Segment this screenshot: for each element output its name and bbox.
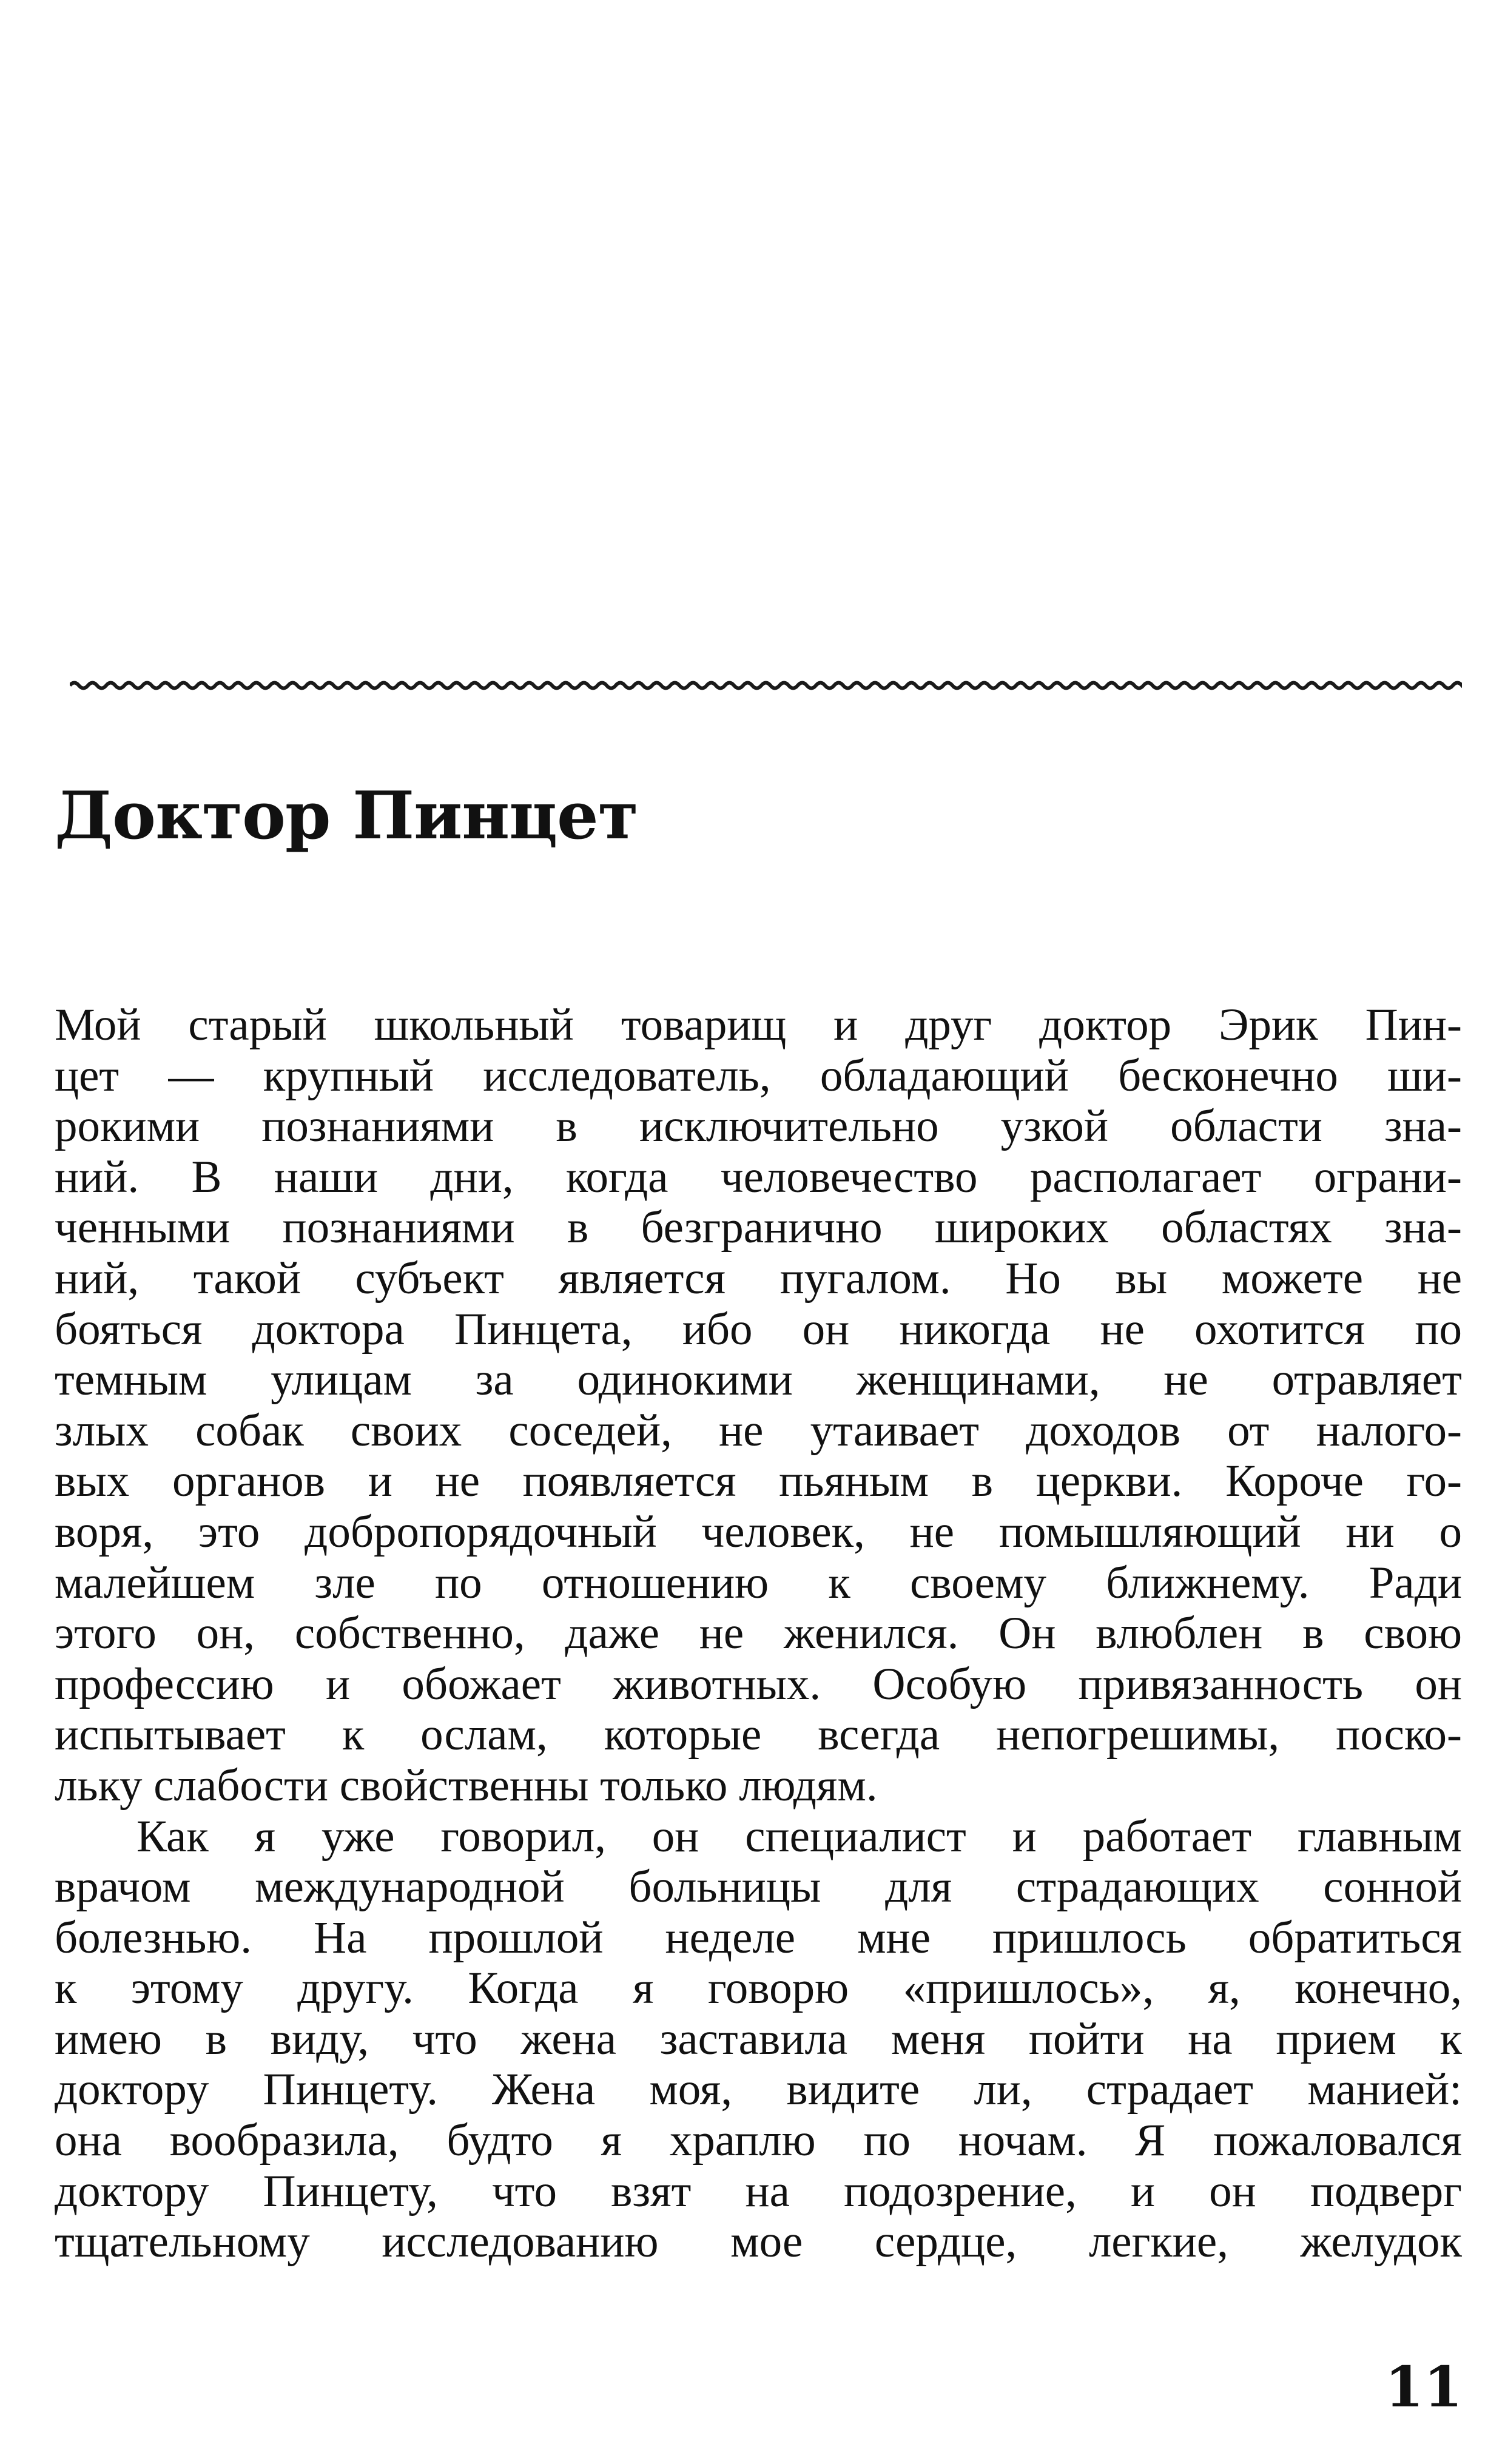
text-line: к этому другу. Когда я говорю «пришлось», я, конечно, [55, 1963, 1462, 2014]
chapter-body [55, 1000, 1462, 2267]
text-line: ченными познаниями в безгранично широких областях зна- [55, 1202, 1462, 1253]
text-line: имею в виду, что жена заставила меня пойти на прием к [55, 2013, 1462, 2064]
text-line: доктору Пинцету, что взят на подозрение, и он подверг [55, 2166, 1462, 2217]
decorative-wavy-rule [70, 673, 1462, 698]
text-line: врачом международной больницы для страдающих сонной [55, 1862, 1462, 1913]
text-line: злых собак своих соседей, не утаивает доходов от налого- [55, 1405, 1462, 1456]
text-line: она вообразила, будто я храплю по ночам. Я пожаловался [55, 2115, 1462, 2166]
page-number: 11 [1384, 2354, 1463, 2420]
text-line: малейшем зле по отношению к своему ближнему. Ради [55, 1557, 1462, 1608]
text-line: этого он, собственно, даже не женился. Он влюблен в свою [55, 1608, 1462, 1659]
text-line: испытывает к ослам, которые всегда непогрешимы, поско- [55, 1709, 1462, 1760]
text-line: тщательному исследованию мое сердце, легкие, желудок [55, 2217, 1462, 2267]
text-line: ний. В наши дни, когда человечество располагает ограни- [55, 1151, 1462, 1202]
chapter-title: Доктор Пинцет [55, 778, 638, 854]
text-line: доктору Пинцету. Жена моя, видите ли, страдает манией: [55, 2064, 1462, 2115]
text-line: воря, это добропорядочный человек, не помышляющий ни о [55, 1506, 1462, 1557]
text-line: рокими познаниями в исключительно узкой области зна- [55, 1101, 1462, 1152]
text-line: бояться доктора Пинцета, ибо он никогда не охотится по [55, 1304, 1462, 1355]
text-line: цет — крупный исследователь, обладающий бесконечно ши- [55, 1050, 1462, 1101]
text-line: Как я уже говорил, он специалист и работает главным [136, 1811, 1462, 1862]
text-line: темным улицам за одинокими женщинами, не отравляет [55, 1355, 1462, 1405]
text-line: болезнью. На прошлой неделе мне пришлось обратиться [55, 1912, 1462, 1963]
text-line: льку слабости свойственны только людям. [55, 1760, 878, 1811]
text-line: Мой старый школьный товарищ и друг доктор Эрик Пин- [55, 1000, 1462, 1050]
text-line: вых органов и не появляется пьяным в церкви. Короче го- [55, 1456, 1462, 1507]
text-line: профессию и обожает животных. Особую привязанность он [55, 1658, 1462, 1709]
text-line: ний, такой субъект является пугалом. Но вы можете не [55, 1253, 1462, 1304]
